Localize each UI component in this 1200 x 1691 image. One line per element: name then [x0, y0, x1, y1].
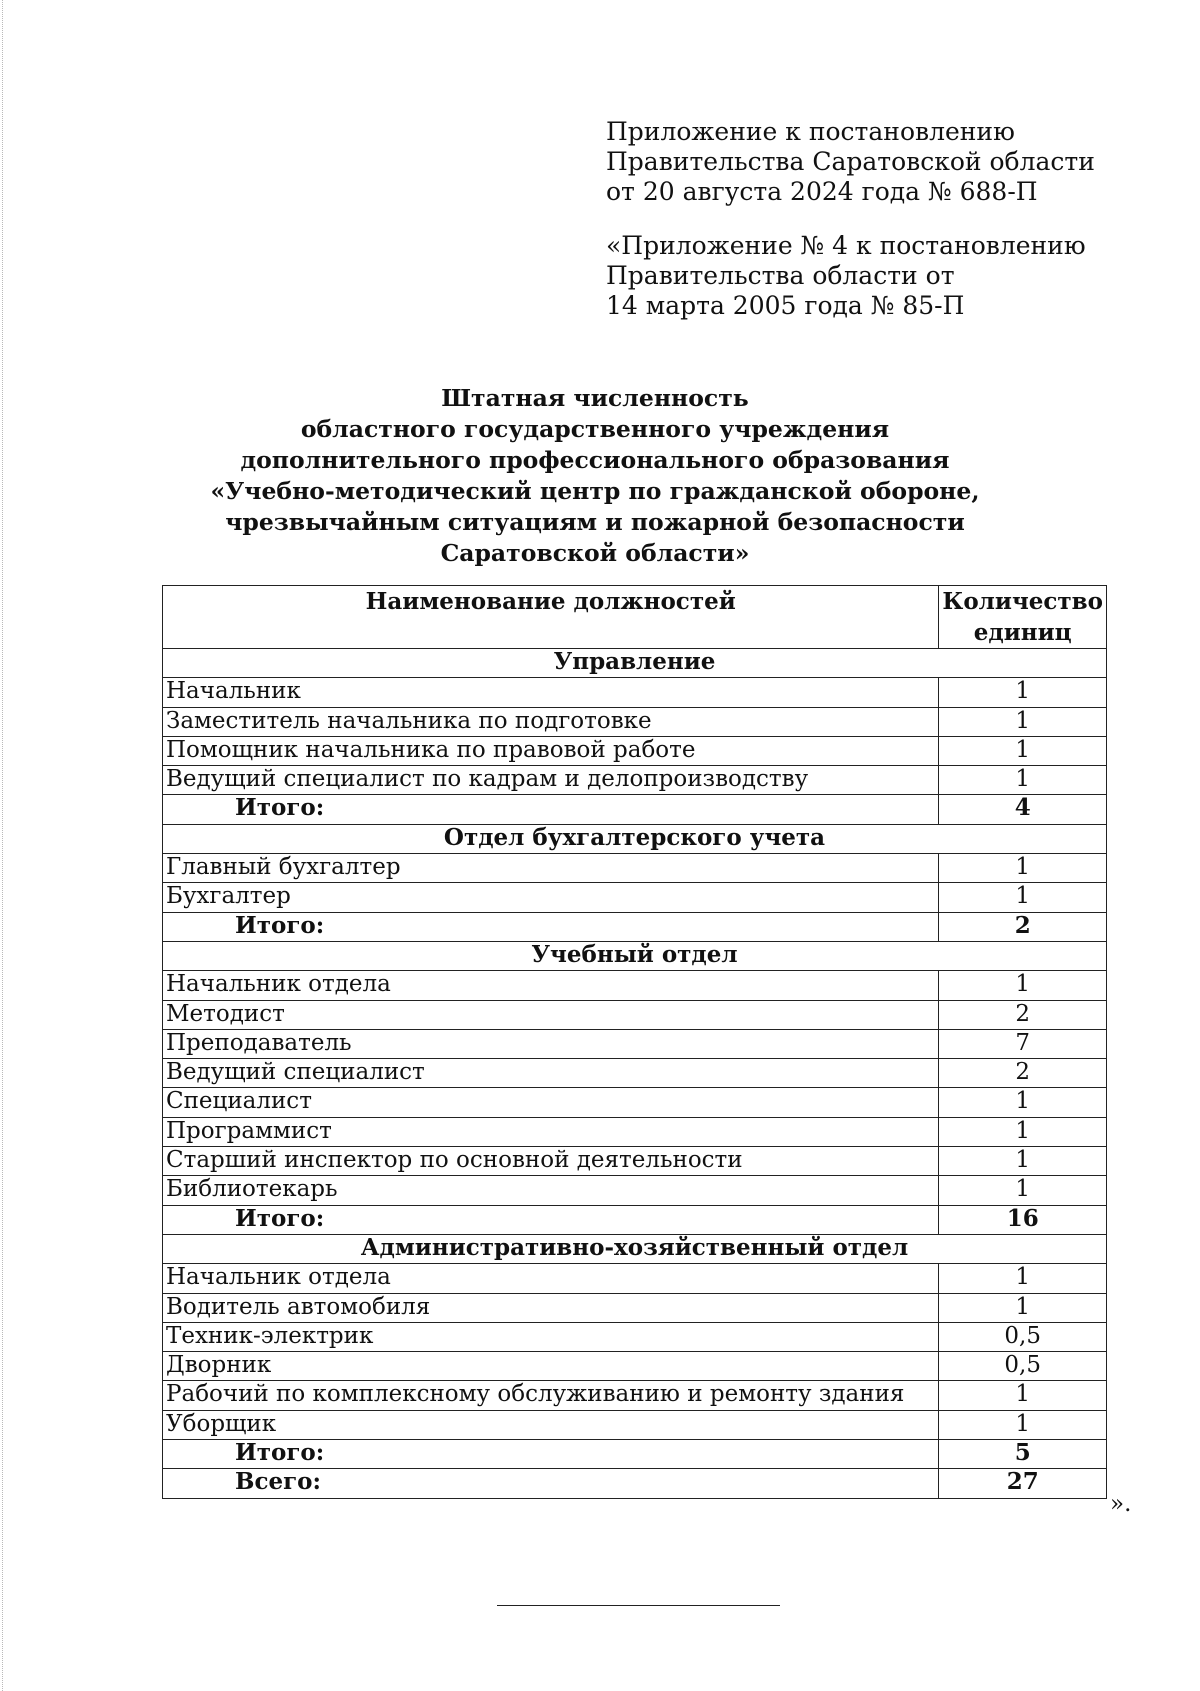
position-name: Начальник отдела — [163, 1264, 939, 1293]
position-quantity: 1 — [939, 707, 1107, 736]
position-quantity: 1 — [939, 1264, 1107, 1293]
position-quantity: 7 — [939, 1029, 1107, 1058]
title-line: областного государственного учреждения — [300, 415, 890, 443]
table-row — [163, 736, 1107, 765]
table-row — [163, 971, 1107, 1000]
original-appendix-line: Правительства области от — [606, 261, 955, 290]
position-quantity: 2 — [939, 1000, 1107, 1029]
position-name: Главный бухгалтер — [163, 854, 939, 883]
position-name: Заместитель начальника по подготовке — [163, 707, 939, 736]
section-total-label: Итого: — [163, 1205, 939, 1234]
scan-edge — [2, 0, 6, 1691]
section-row — [163, 824, 1107, 853]
position-quantity: 1 — [939, 1088, 1107, 1117]
position-quantity: 0,5 — [939, 1322, 1107, 1351]
section-total-label: Итого: — [163, 912, 939, 941]
title-line: Штатная численность — [441, 384, 749, 412]
position-name: Помощник начальника по правовой работе — [163, 736, 939, 765]
section-row — [163, 649, 1107, 678]
document-title — [150, 383, 1040, 569]
position-name: Техник-электрик — [163, 1322, 939, 1351]
position-name: Ведущий специалист по кадрам и делопроизводству — [163, 766, 939, 795]
position-quantity: 1 — [939, 1176, 1107, 1205]
title-line: чрезвычайным ситуациям и пожарной безопасности — [225, 508, 965, 536]
table-header-row — [163, 586, 1107, 649]
staff-table — [162, 585, 1107, 1499]
title-line: Саратовской области» — [440, 539, 750, 567]
position-name: Начальник — [163, 678, 939, 707]
table-row — [163, 707, 1107, 736]
table-row — [163, 1264, 1107, 1293]
section-total-row — [163, 912, 1107, 941]
section-title: Отдел бухгалтерского учета — [163, 824, 1107, 853]
section-total-value: 5 — [939, 1440, 1107, 1469]
table-row — [163, 854, 1107, 883]
grand-total-label: Всего: — [163, 1469, 939, 1498]
section-row — [163, 941, 1107, 970]
position-name: Специалист — [163, 1088, 939, 1117]
position-quantity: 1 — [939, 1117, 1107, 1146]
original-appendix-line: 14 марта 2005 года № 85-П — [606, 291, 965, 320]
title-line: «Учебно-методический центр по гражданской обороне, — [210, 477, 980, 505]
appendix-line: от 20 августа 2024 года № 688-П — [606, 177, 1038, 206]
table-row — [163, 883, 1107, 912]
table-row — [163, 1088, 1107, 1117]
position-quantity: 1 — [939, 736, 1107, 765]
table-row — [163, 1147, 1107, 1176]
table-row — [163, 1117, 1107, 1146]
section-title: Учебный отдел — [163, 941, 1107, 970]
table-row — [163, 1293, 1107, 1322]
title-line: дополнительного профессионального образования — [240, 446, 950, 474]
position-quantity: 2 — [939, 1059, 1107, 1088]
section-total-row — [163, 1205, 1107, 1234]
section-title: Управление — [163, 649, 1107, 678]
table-row — [163, 1322, 1107, 1351]
table-row — [163, 766, 1107, 795]
position-name: Рабочий по комплексному обслуживанию и ремонту здания — [163, 1381, 939, 1410]
section-total-row — [163, 1440, 1107, 1469]
table-row — [163, 1352, 1107, 1381]
section-total-label: Итого: — [163, 795, 939, 824]
staff-table-body — [163, 649, 1107, 1499]
section-total-value: 4 — [939, 795, 1107, 824]
table-row — [163, 1410, 1107, 1439]
appendix-line: Правительства Саратовской области — [606, 147, 1095, 176]
grand-total-row — [163, 1469, 1107, 1498]
table-row — [163, 678, 1107, 707]
position-name: Старший инспектор по основной деятельности — [163, 1147, 939, 1176]
position-name: Водитель автомобиля — [163, 1293, 939, 1322]
header-positions: Наименование должностей — [163, 586, 939, 649]
table-row — [163, 1029, 1107, 1058]
position-quantity: 1 — [939, 883, 1107, 912]
position-quantity: 1 — [939, 1293, 1107, 1322]
position-name: Уборщик — [163, 1410, 939, 1439]
section-total-value: 16 — [939, 1205, 1107, 1234]
table-row — [163, 1059, 1107, 1088]
original-appendix-line: «Приложение № 4 к постановлению — [606, 231, 1086, 260]
position-quantity: 1 — [939, 1147, 1107, 1176]
table-row — [163, 1381, 1107, 1410]
position-quantity: 1 — [939, 854, 1107, 883]
appendix-header — [606, 117, 1095, 207]
position-name: Дворник — [163, 1352, 939, 1381]
appendix-line: Приложение к постановлению — [606, 117, 1015, 146]
closing-mark: ». — [1110, 1491, 1132, 1517]
bottom-divider — [497, 1605, 780, 1606]
position-quantity: 1 — [939, 678, 1107, 707]
position-quantity: 1 — [939, 766, 1107, 795]
position-quantity: 0,5 — [939, 1352, 1107, 1381]
position-quantity: 1 — [939, 1410, 1107, 1439]
original-appendix-header — [606, 231, 1086, 321]
table-row — [163, 1000, 1107, 1029]
position-name: Методист — [163, 1000, 939, 1029]
position-name: Библиотекарь — [163, 1176, 939, 1205]
section-total-value: 2 — [939, 912, 1107, 941]
position-name: Ведущий специалист — [163, 1059, 939, 1088]
section-title: Административно-хозяйственный отдел — [163, 1234, 1107, 1263]
position-name: Начальник отдела — [163, 971, 939, 1000]
position-quantity: 1 — [939, 971, 1107, 1000]
position-name: Программист — [163, 1117, 939, 1146]
section-total-row — [163, 795, 1107, 824]
position-name: Бухгалтер — [163, 883, 939, 912]
section-row — [163, 1234, 1107, 1263]
table-row — [163, 1176, 1107, 1205]
position-name: Преподаватель — [163, 1029, 939, 1058]
header-quantity: Количество единиц — [939, 586, 1107, 649]
grand-total-value: 27 — [939, 1469, 1107, 1498]
position-quantity: 1 — [939, 1381, 1107, 1410]
section-total-label: Итого: — [163, 1440, 939, 1469]
